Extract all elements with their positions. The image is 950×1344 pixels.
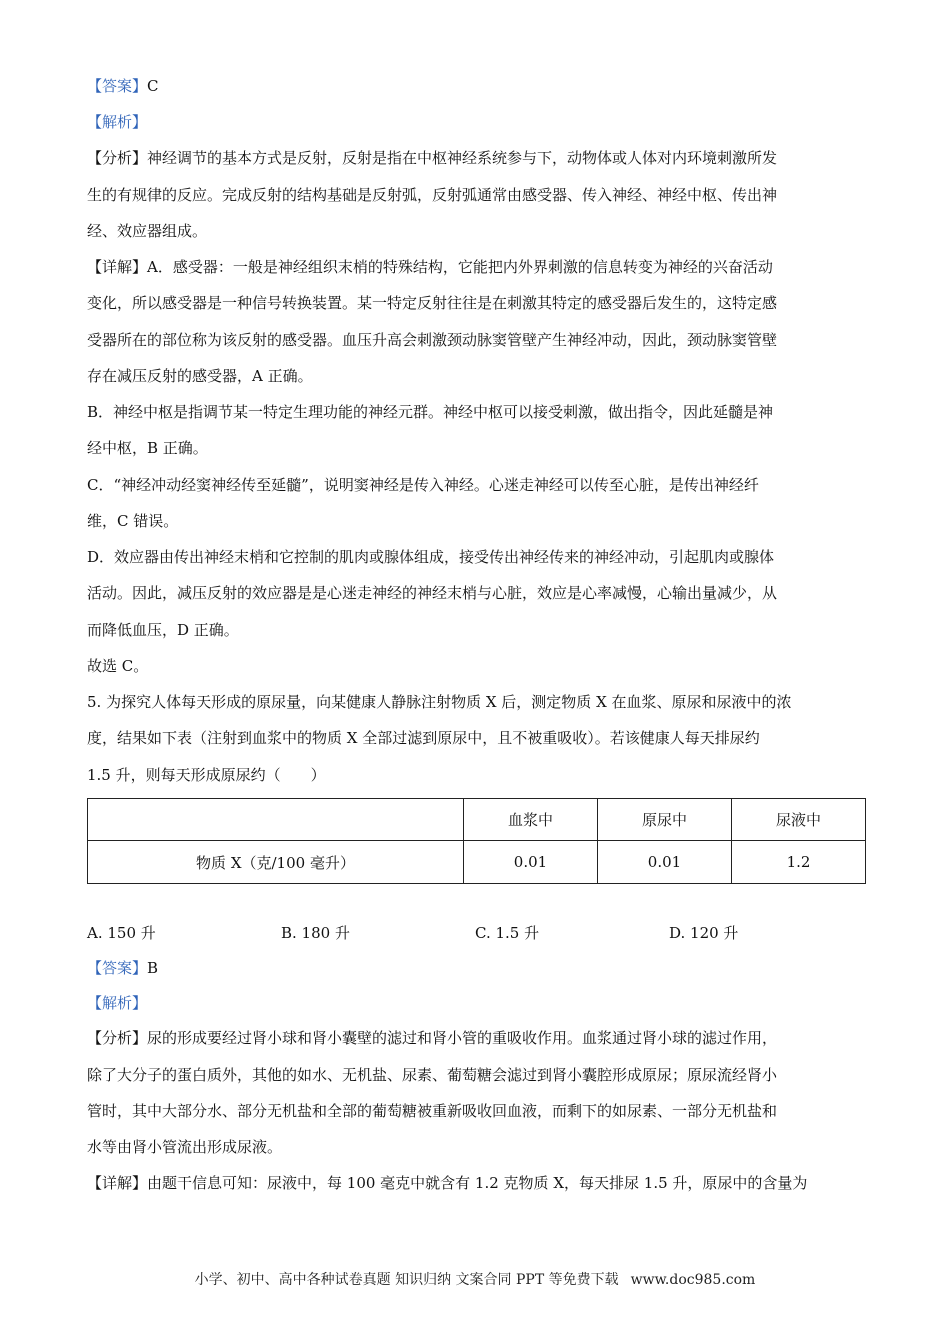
q4-text-line: C．“神经冲动经窦神经传至延髓”，说明窦神经是传入神经。心迷走神经可以传至心脏，是传出神经纤 [87, 476, 759, 494]
page-footer [0, 1270, 950, 1290]
option-d: D. 120 升 [669, 924, 739, 942]
q4-text-line: 存在减压反射的感受器，A 正确。 [87, 367, 313, 385]
q4-text-line: 【分析】神经调节的基本方式是反射，反射是指在中枢神经系统参与下，动物体或人体对内环境刺激所发 [87, 149, 778, 167]
option-b: B. 180 升 [281, 924, 350, 942]
q5-stem-line: 5. 为探究人体每天形成的原尿量，向某健康人静脉注射物质 X 后，测定物质 X 在血浆、原尿和尿液中的浓 [87, 693, 792, 711]
q4-text-line: 经中枢，B 正确。 [87, 439, 208, 457]
answer-line [87, 75, 864, 97]
q5-text-line: 除了大分子的蛋白质外，其他的如水、无机盐、尿素、葡萄糖会滤过到肾小囊腔形成原尿；原尿流经肾小 [87, 1066, 778, 1084]
table-header-cell: 尿液中 [732, 799, 866, 841]
q5-text-line: 管时，其中大部分水、部分无机盐和全部的葡萄糖被重新吸收回血液，而剩下的如尿素、一部分无机盐和 [87, 1102, 778, 1120]
q4-text-line: 【详解】A．感受器：一般是神经组织末梢的特殊结构，它能把内外界刺激的信息转变为神经的兴奋活动 [87, 258, 773, 276]
q5-text-line: 水等由肾小管流出形成尿液。 [87, 1138, 283, 1156]
footer-text: 小学、初中、高中各种试卷真题 知识归纳 文案合同 PPT 等免费下载 [194, 1272, 619, 1288]
q4-text-line: D．效应器由传出神经末梢和它控制的肌肉或腺体组成，接受传出神经传来的神经冲动，引起肌肉或腺体 [87, 548, 775, 566]
footer-link[interactable]: www.doc985.com [630, 1272, 756, 1288]
option-a: A. 150 升 [87, 924, 156, 942]
table-cell: 1.2 [732, 841, 866, 884]
option-c: C. 1.5 升 [475, 924, 540, 942]
q4-text-line: 生的有规律的反应。完成反射的结构基础是反射弧，反射弧通常由感受器、传入神经、神经中枢、传出神 [87, 186, 778, 204]
data-table [87, 798, 866, 884]
table-header-cell [88, 799, 464, 841]
q5-stem-line: 度，结果如下表（注射到血浆中的物质 X 全部过滤到原尿中，且不被重吸收）。若该健康人每天排尿约 [87, 729, 760, 747]
answer-tag: 【答案】 [87, 77, 148, 95]
table-row-label: 物质 X（克/100 毫升） [88, 841, 464, 884]
table-cell: 0.01 [464, 841, 598, 884]
analysis-tag: 【解析】 [87, 113, 148, 131]
q4-text-line: 维，C 错误。 [87, 512, 179, 530]
q4-text-line: 经、效应器组成。 [87, 222, 208, 240]
q5-text-line: 【分析】尿的形成要经过肾小球和肾小囊壁的滤过和肾小管的重吸收作用。血浆通过肾小球的滤过作用， [87, 1029, 778, 1047]
analysis-tag: 【解析】 [87, 994, 148, 1012]
q4-text-line: 而降低血压，D 正确。 [87, 621, 239, 639]
q5-stem-line: 1.5 升，则每天形成原尿约（ ） [87, 766, 326, 784]
q4-text-line: 活动。因此，减压反射的效应器是是心迷走神经的神经末梢与心脏，效应是心率减慢，心输出量减少，从 [87, 584, 778, 602]
q4-text-line: 变化，所以感受器是一种信号转换装置。某一特定反射往往是在刺激其特定的感受器后发生的，这特定感 [87, 294, 778, 312]
answer-line [87, 957, 864, 979]
q4-text-line: 故选 C。 [87, 657, 149, 675]
q4-text-line: B．神经中枢是指调节某一特定生理功能的神经元群。神经中枢可以接受刺激，做出指令，因此延髓是神 [87, 403, 774, 421]
options-row [87, 922, 867, 944]
answer-value: B [147, 959, 159, 977]
table-header-cell: 原尿中 [598, 799, 732, 841]
table-row [88, 841, 866, 884]
answer-value: C [147, 77, 159, 95]
table-cell: 0.01 [598, 841, 732, 884]
q4-text-line: 受器所在的部位称为该反射的感受器。血压升高会刺激颈动脉窦管壁产生神经冲动，因此，颈动脉窦管壁 [87, 331, 778, 349]
answer-tag: 【答案】 [87, 959, 148, 977]
q5-text-line: 【详解】由题干信息可知：尿液中，每 100 毫克中就含有 1.2 克物质 X，每天排尿 1.5 升，原尿中的含量为 [87, 1174, 808, 1192]
table-header-row [88, 799, 866, 841]
table-header-cell: 血浆中 [464, 799, 598, 841]
